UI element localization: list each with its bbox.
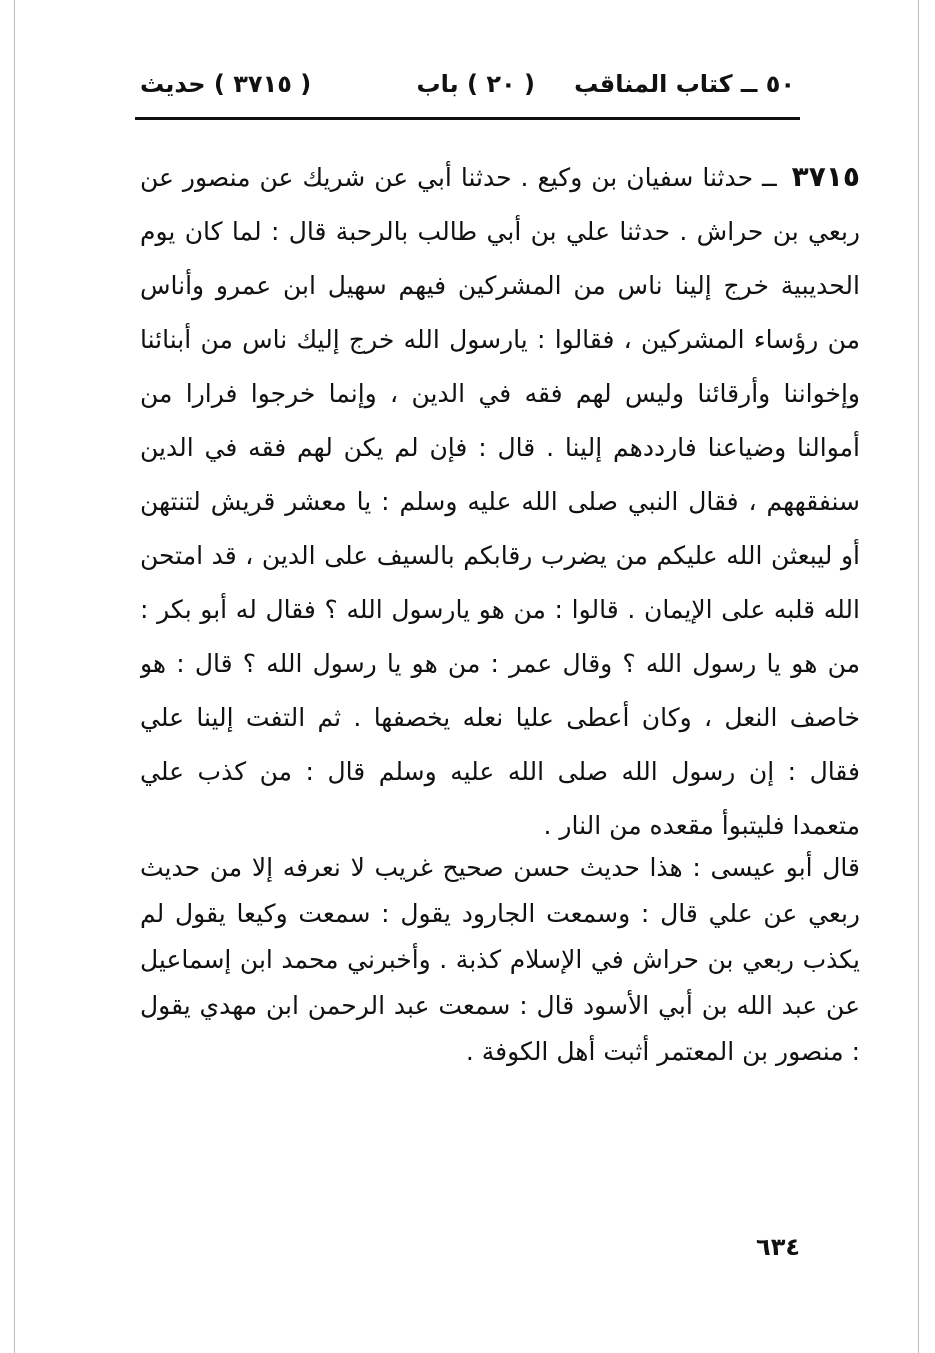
hadith-number: ٣٧١٥ <box>791 160 860 193</box>
page-number: ٦٣٤ <box>756 1233 800 1261</box>
page-header <box>140 70 795 110</box>
chapter-label: ( ٢٠ ) باب <box>416 70 535 98</box>
scan-edge-right <box>918 0 919 1353</box>
hadith-body <box>140 150 860 840</box>
commentary-paragraph <box>140 845 860 1125</box>
scan-edge-left <box>14 0 15 1353</box>
book-title: ٥٠ ــ كتاب المناقب <box>574 70 795 98</box>
hadith-reference: ( ٣٧١٥ ) حديث <box>140 70 312 98</box>
header-rule <box>135 117 800 120</box>
commentary-text: قال أبو عيسى : هذا حديث حسن صحيح غريب لا نعرفه إلا من حديث ربعي عن علي قال : وسمعت الجارود يقول : سمعت وكيعا يقول لم يكذب ربعي بن حراش في الإسلام كذبة . وأخبرني محمد ابن إسماعيل عن عبد الله بن أبي الأسود قال : سمعت عبد الرحمن ابن مهدي يقول : منصور بن المعتمر أثبت أهل الكوفة . <box>140 853 860 1066</box>
hadith-text: ــ حدثنا سفيان بن وكيع . حدثنا أبي عن شريك عن منصور عن ربعي بن حراش . حدثنا علي بن أبي طالب بالرحبة قال : لما كان يوم الحديبية خرج إلينا ناس من المشركين فيهم سهيل ابن عمرو وأناس من رؤساء المشركين ، فقالوا : يارسول الله خرج إليك ناس من أبنائنا وإخواننا وأرقائنا وليس لهم فقه في الدين ، وإنما خرجوا فرارا من أموالنا وضياعنا فارددهم إلينا . قال : فإن لم يكن لهم فقه في الدين سنفقههم ، فقال النبي صلى الله عليه وسلم : يا معشر قريش لتنتهن أو ليبعثن الله عليكم من يضرب رقابكم بالسيف على الدين ، قد امتحن الله قلبه على الإيمان . قالوا : من هو يارسول الله ؟ فقال له أبو بكر : من هو يا رسول الله ؟ وقال عمر : من هو يا رسول الله ؟ قال : هو خاصف النعل ، وكان أعطى عليا نعله يخصفها . ثم التفت إلينا علي فقال : إن رسول الله صلى الله عليه وسلم قال : من كذب علي متعمدا فليتبوأ مقعده من النار . <box>140 163 860 840</box>
